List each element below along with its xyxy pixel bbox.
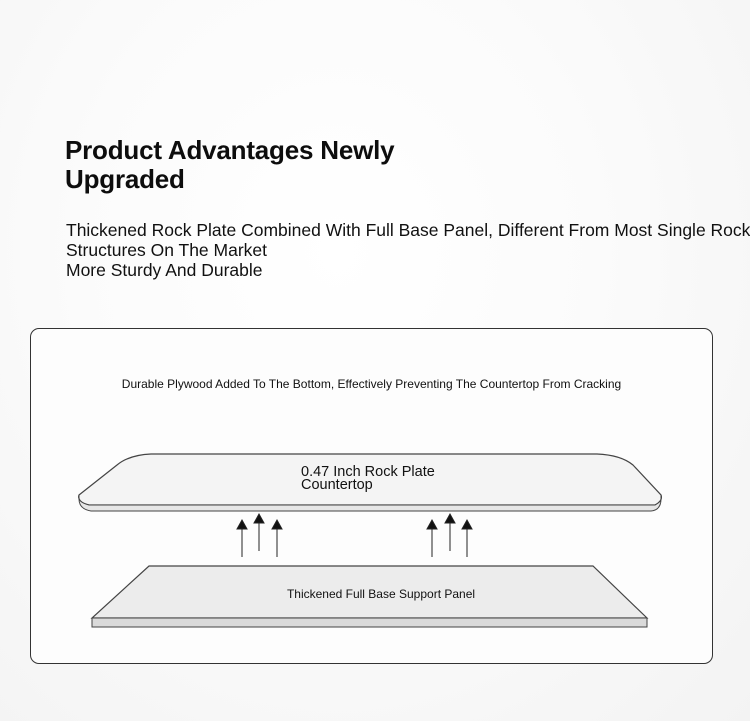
arrow-group-right (427, 514, 472, 557)
description (66, 220, 750, 280)
countertop-label-line-2: Countertop (301, 477, 373, 493)
headline-line-1: Product Advantages Newly (65, 135, 395, 165)
countertop-label-line-1: 0.47 Inch Rock Plate (301, 464, 435, 480)
description-line-2: Structures On The Market (66, 240, 268, 260)
description-line-3: More Sturdy And Durable (66, 260, 263, 280)
countertop-label (301, 466, 435, 492)
arrow-group-left (237, 514, 282, 557)
arrow-up-icon (445, 514, 455, 551)
arrow-up-icon (237, 520, 247, 557)
arrow-up-icon (462, 520, 472, 557)
headline (65, 136, 485, 194)
structure-diagram (31, 329, 714, 665)
arrow-up-icon (427, 520, 437, 557)
base-panel-label: Thickened Full Base Support Panel (286, 587, 476, 601)
structure-diagram-panel (30, 328, 713, 664)
headline-line-2: Upgraded (65, 164, 185, 194)
arrow-up-icon (272, 520, 282, 557)
diagram-caption: Durable Plywood Added To The Bottom, Effectively Preventing The Countertop From Cracking (121, 377, 622, 391)
description-line-1: Thickened Rock Plate Combined With Full Base Panel, Different From Most Single Rock (66, 220, 750, 240)
arrow-up-icon (254, 514, 264, 551)
